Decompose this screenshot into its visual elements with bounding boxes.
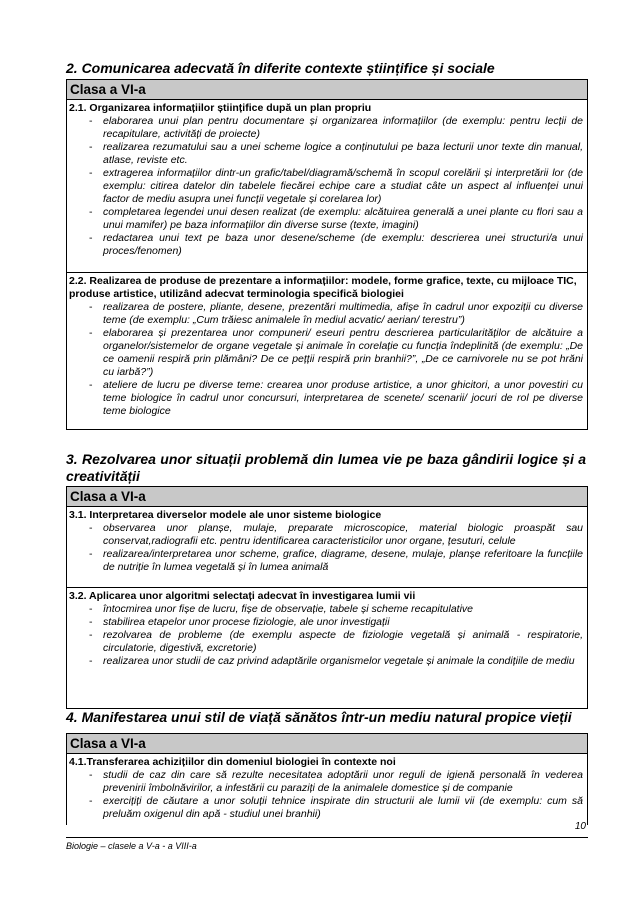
competency-title: 4.1.Transferarea achizițiilor din domeniul biologiei în contexte noi xyxy=(69,756,396,768)
footer-text: Biologie – clasele a V-a - a VIII-a xyxy=(66,841,197,851)
list-item: - exercițiți de căutare a unor soluții tehnice inspirate din structurii ale lumii vii (de exemplu: cum să preluăm oxigenul din apă - studiul unei branhii) xyxy=(89,795,583,820)
section-3-table xyxy=(66,486,588,709)
list-item: - realizarea rezumatului sau a unei scheme logice a conținutului pe baza lecturii unor texte din manual, atlase, reviste etc. xyxy=(89,141,583,166)
list-item: - realizarea unor studii de caz privind adaptările organismelor vegetale și animale la condițiile de mediu xyxy=(89,655,575,667)
page-number: 10 xyxy=(574,821,586,832)
section-3-title: 3. Rezolvarea unor situații problemă din lumea vie pe baza gândirii logice și a creativității xyxy=(66,451,586,484)
competency-title: 2.2. Realizarea de produse de prezentare a informațiilor: modele, forme grafice, texte, cu mijloace TIC, produse artistice, utilizând adecvat terminologia specifică biologiei xyxy=(69,275,577,300)
section-2-title: 2. Comunicarea adecvată în diferite contexte științifice și sociale xyxy=(66,60,495,76)
competency-title: 3.1. Interpretarea diverselor modele ale unor sisteme biologice xyxy=(69,509,382,521)
list-item: - rezolvarea de probleme (de exemplu aspecte de fiziologie vegetală și animală - respiratorie, circulatorie, digestivă, excretorie) xyxy=(89,629,583,654)
list-item: - realizarea/interpretarea unor scheme, grafice, diagrame, desene, mulaje, planșe referitoare la funcțiile de nutriție în lumea vegetală și în lumea animală xyxy=(89,548,583,573)
list-item: - stabilirea etapelor unor procese fiziologie, ale unor investigații xyxy=(89,616,390,628)
competency-title: 3.2. Aplicarea unor algoritmi selectați adecvat în investigarea lumii vii xyxy=(69,590,416,602)
list-item: - elaborarea și prezentarea unor compuneri/ eseuri pentru descrierea particularităților de alcătuire a organelor/sistemelor de organe vegetale și animale în corelație cu funcția îndeplinită (de exemplu: „De ce oamenii respiră prin plămâni? De ce pețții respiră prin branhii?”, „De ce carnivorele nu se pot hrăni cu iarbă?”) xyxy=(89,327,583,378)
competency-3-2 xyxy=(67,588,587,708)
section-4-title: 4. Manifestarea unui stil de viață sănătos într-un mediu natural propice vieții xyxy=(66,709,572,725)
section-2-class-header: Clasa a VI-a xyxy=(67,80,587,100)
list-item: - realizarea de postere, pliante, desene, prezentări multimedia, afișe în cadrul unor expoziții cu diverse teme (de exemplu: „Cum trăiesc animalele în mediul acvatic/ aerian/ terestru”) xyxy=(89,301,583,326)
section-3-class-header: Clasa a VI-a xyxy=(67,487,587,507)
list-item: - studii de caz din care să rezulte necesitatea adoptării unor reguli de igienă personală în vederea prevenirii îmbolnăvirilor, a infestării cu paraziți de la animalele domestice și de companie xyxy=(89,769,583,794)
list-item: - întocmirea unor fișe de lucru, fișe de observație, tabele și scheme recapitulative xyxy=(89,603,474,615)
list-item: - observarea unor planșe, mulaje, preparate microscopice, material biologic proaspăt sau conservat,radiografii etc. pentru identificarea caracteristicilor unor organe, țesuturi, celule xyxy=(89,522,583,547)
footer-divider xyxy=(66,837,588,838)
list-item: - extragerea informațiilor dintr-un grafic/tabel/diagramă/schemă în scopul corelării și interpretării lor (de exemplu: citirea datelor din tabelele fiecărei echipe care a studiat câte un aspect al influenței unui factor de mediu asupra unei funcții vegetale și corelarea lor) xyxy=(89,167,583,205)
list-item: - ateliere de lucru pe diverse teme: crearea unor produse artistice, a unor ghicitori, a unor povestiri cu teme biologice în cadrul unor concursuri, interpretarea de scenete/ scenarii/ jocuri de rol pe diverse teme biologice xyxy=(89,379,583,417)
list-item: - completarea legendei unui desen realizat (de exemplu: alcătuirea generală a unei plante cu flori sau a unui mamifer) pe baza informațiilor din diverse surse (texte, imagini) xyxy=(89,206,583,231)
section-4-class-header: Clasa a VI-a xyxy=(67,734,587,754)
section-4-table xyxy=(66,733,588,825)
section-2-table xyxy=(66,79,588,430)
list-item: - redactarea unui text pe baza unor desene/scheme (de exemplu: descrierea unei structuri/a unui proces/fenomen) xyxy=(89,232,583,257)
competency-title: 2.1. Organizarea informațiilor științifice după un plan propriu xyxy=(69,102,372,114)
competency-4-1 xyxy=(67,754,587,825)
competency-2-2 xyxy=(67,273,587,429)
competency-2-1 xyxy=(67,100,587,273)
list-item: - elaborarea unui plan pentru documentare și organizarea informațiilor (de exemplu: pentru lecții de recapitulare, activități de proiecte) xyxy=(89,115,583,140)
competency-3-1 xyxy=(67,507,587,588)
